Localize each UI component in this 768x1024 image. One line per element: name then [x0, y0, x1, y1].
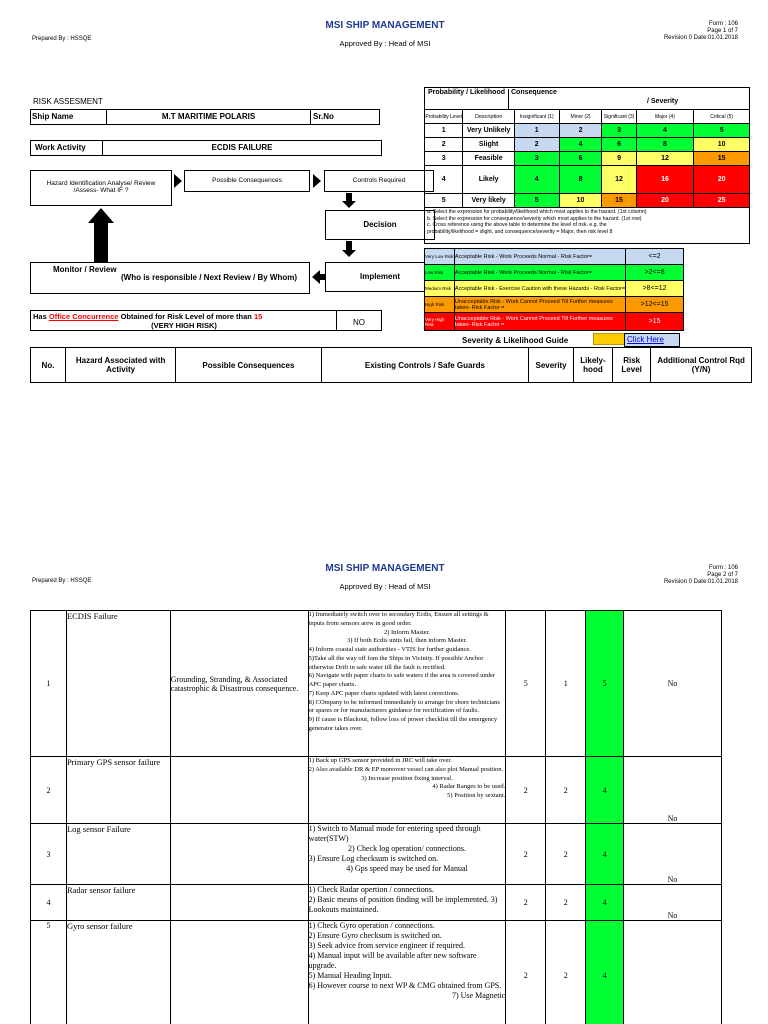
- matrix-col-header: Minor (2): [559, 110, 602, 124]
- severity-guide-label: Severity & Likelihood Guide: [462, 336, 569, 345]
- matrix-level: 5: [425, 194, 463, 208]
- matrix-cell: 2: [559, 124, 602, 138]
- sr-no-label: Sr.No: [313, 112, 334, 121]
- arrow-right-icon: [174, 174, 182, 188]
- col-likelihood: Likely-hood: [573, 348, 612, 383]
- matrix-cell: 6: [602, 138, 636, 152]
- matrix-cell: 16: [636, 166, 694, 194]
- risk-level-text: Unacceptable Risk - Work Cannot Proceed Till Further measures taken- Risk Factor =: [454, 313, 625, 331]
- row-severity: 2: [506, 824, 546, 885]
- row-likelihood: 2: [546, 885, 586, 921]
- row-consequences: [170, 757, 308, 824]
- table-row: [31, 885, 722, 921]
- row-controls: 1) Immediately switch over to secondary Ecdis, Ensure all settings & inputs from sensors arew in good order. 2) Inform Master. 3) If both Ecdis units fail, then inform Master. 4) Inform coastal state authorities - VTIS for further guidance. 5)Take all the way off fom the Ships in Vicinity. If possible Anchor otherwise Drift in safe water till the fault is rectified. 6) Navigate with paper charts to safe waters if the area is covered under APC paper charts. 7) Keep APC paper charts updated with latest corrections. 8) COmpany to be informed immediately to arrange for shore technicians or spares or for manufacturers guidance for rectification of faults. 9) If cause is Blackout, follow loss of power checklist till the emergency generator takes over.: [308, 611, 506, 757]
- row-hazard: Primary GPS sensor failure: [66, 757, 170, 824]
- concurrence-row: [30, 310, 382, 331]
- row-consequences: Grounding, Stranding, & Associated catastrophic & Disastrous consequence.: [170, 611, 308, 757]
- row-hazard: Gyro sensor failure: [66, 921, 170, 1024]
- possible-consequences-box: Possible Consequences: [184, 170, 310, 192]
- matrix-cell: 10: [694, 138, 750, 152]
- matrix-col-header: Significant (3): [602, 110, 636, 124]
- table-row: [31, 824, 722, 885]
- page2-title: MSI SHIP MANAGEMENT: [325, 563, 445, 574]
- row-risk: 4: [586, 824, 624, 885]
- matrix-cell: 2: [514, 138, 559, 152]
- matrix-col-header: Major (4): [636, 110, 694, 124]
- matrix-level: 2: [425, 138, 463, 152]
- arrow-down-icon: [342, 201, 356, 208]
- matrix-level: 4: [425, 166, 463, 194]
- row-risk: 4: [586, 885, 624, 921]
- risk-level-text: Acceptable Risk - Exercise Caution with these Hazards - Risk Factor=: [454, 281, 625, 297]
- col-controls: Existing Controls / Safe Guards: [321, 348, 529, 383]
- row-no: 3: [31, 824, 67, 885]
- matrix-col-header: Critical (5): [694, 110, 750, 124]
- row-consequences: [170, 885, 308, 921]
- risk-level-label: Very High Risk: [425, 313, 455, 331]
- ship-name-label: Ship Name: [31, 110, 107, 124]
- matrix-sev-header: / Severity: [647, 98, 679, 105]
- row-likelihood: 1: [546, 611, 586, 757]
- matrix-cell: 8: [559, 166, 602, 194]
- matrix-cell: 1: [514, 124, 559, 138]
- row-additional: [624, 921, 722, 1024]
- matrix-cell: 20: [694, 166, 750, 194]
- controls-required-box: Controls Required: [324, 170, 434, 192]
- row-no: 2: [31, 757, 67, 824]
- matrix-instructions: a. Select the expression for probability/likelihood which most applies to the hazard. (1st column) b. Select the expression for consequence/severity which most applies to the hazard. (1st row) c. Cross reference using the above table to determine the level of risk. e.g. the probability/likelihood = slight, and consequence/severity = Major, then risk level 8: [424, 208, 750, 244]
- arrow-up-shaft: [94, 222, 108, 262]
- arrow-left-icon: [312, 270, 320, 284]
- assessment-header-table: [30, 347, 752, 383]
- page1-prepared-by: Prepared By : HSSQE: [32, 36, 92, 42]
- concurrence-subtitle: (VERY HIGH RISK): [151, 321, 217, 330]
- concurrence-has: Has: [33, 312, 47, 321]
- row-additional: No: [624, 824, 722, 885]
- col-consequences: Possible Consequences: [176, 348, 321, 383]
- matrix-level: 1: [425, 124, 463, 138]
- table-row: [31, 921, 722, 1024]
- matrix-desc: Likely: [463, 166, 514, 194]
- risk-level-range: <=2: [626, 249, 684, 265]
- row-likelihood: 2: [546, 921, 586, 1024]
- risk-level-label: Very Low Risk: [425, 249, 455, 265]
- matrix-cell: 12: [636, 152, 694, 166]
- row-controls: 1) Back up GPS sensor provided in JRC will take over. 2) Also available DR & EP moreover vessel can also plot Manual position. 3) Increase position fixing interval. 4) Radar Ranges to be used. 5) Position by sextant.: [308, 757, 506, 824]
- row-consequences: [170, 921, 308, 1024]
- matrix-cell: 6: [559, 152, 602, 166]
- matrix-cell: 10: [559, 194, 602, 208]
- page1-revision: Revision 0 Date:01.01.2018: [663, 35, 738, 41]
- matrix-cell: 25: [694, 194, 750, 208]
- row-controls: 1) Check Radar opertion / connections. 2) Basic means of position finding will be implemented. 3) Lookouts maintained.: [308, 885, 506, 921]
- row-severity: 2: [506, 757, 546, 824]
- risk-level-text: Acceptable Risk - Work Proceeds Normal - Risk Factor=: [454, 249, 625, 265]
- risk-level-range: >2<=8: [626, 265, 684, 281]
- matrix-level-header: Probability Level: [425, 110, 463, 124]
- matrix-cell: 3: [602, 124, 636, 138]
- matrix-cell: 15: [602, 194, 636, 208]
- matrix-cell: 9: [602, 152, 636, 166]
- row-risk: 4: [586, 757, 624, 824]
- arrow-left-shaft: [320, 274, 326, 280]
- matrix-cell: 4: [636, 124, 694, 138]
- risk-matrix-table: [424, 109, 750, 208]
- col-severity: Severity: [529, 348, 574, 383]
- row-additional: No: [624, 757, 722, 824]
- page2-revision: Revision 0 Date:01.01.2018: [663, 579, 738, 585]
- arrow-up-icon: [88, 208, 114, 223]
- work-activity-value: ECDIS FAILURE: [211, 143, 273, 152]
- page1-form: Form : 106: [708, 21, 738, 27]
- row-hazard: Radar sensor failure: [66, 885, 170, 921]
- matrix-cons-header: Consequence: [511, 89, 557, 96]
- matrix-level: 3: [425, 152, 463, 166]
- row-risk: 4: [586, 921, 624, 1024]
- row-severity: 2: [506, 885, 546, 921]
- row-no: 5: [31, 921, 67, 1024]
- row-additional: No: [624, 885, 722, 921]
- risk-assessment-heading: RISK ASSESMENT: [33, 97, 103, 106]
- matrix-desc: Feasible: [463, 152, 514, 166]
- work-activity-label: Work Activity: [31, 141, 103, 155]
- risk-level-text: Acceptable Risk - Work Proceeds Normal - Risk Factor=: [454, 265, 625, 281]
- concurrence-answer: NO: [353, 318, 365, 327]
- click-here-link[interactable]: Click Here: [624, 333, 680, 347]
- risk-level-range: >8<=12: [626, 281, 684, 297]
- risk-level-legend: [424, 248, 684, 331]
- matrix-cell: 5: [514, 194, 559, 208]
- table-row: [31, 757, 722, 824]
- matrix-cell: 12: [602, 166, 636, 194]
- concurrence-office: Office Concurrence: [48, 312, 119, 321]
- matrix-desc: Slight: [463, 138, 514, 152]
- matrix-desc: Very likely: [463, 194, 514, 208]
- col-additional: Additional Control Rqd (Y/N): [651, 348, 752, 383]
- page2-approved-by: Approved By : Head of MSI: [339, 582, 431, 591]
- page1-page-number: Page 1 of 7: [707, 28, 738, 34]
- matrix-desc: Very Unlikely: [463, 124, 514, 138]
- hazard-identification-box: Hazard Identification Analyse/ Review /Assess- What IF ?: [30, 170, 172, 206]
- arrow-right-icon: [313, 174, 321, 188]
- col-risk: Risk Level: [613, 348, 651, 383]
- risk-level-label: Low Risk: [425, 265, 455, 281]
- page2-form: Form : 106: [708, 565, 738, 571]
- matrix-cell: 15: [694, 152, 750, 166]
- arrow-down-icon: [342, 250, 356, 257]
- ship-name-value: M.T MARITIME POLARIS: [107, 110, 311, 124]
- row-hazard: Log sensor Failure: [66, 824, 170, 885]
- matrix-cell: 20: [636, 194, 694, 208]
- concurrence-text: Obtained for Risk Level of more than: [120, 312, 252, 321]
- arrow-right-icon: [593, 333, 625, 345]
- matrix-cell: 8: [636, 138, 694, 152]
- page2-page-number: Page 2 of 7: [707, 572, 738, 578]
- page2-prepared-by: Prepared By : HSSQE: [32, 578, 92, 584]
- implement-box: Implement: [325, 262, 435, 292]
- matrix-desc-header: Description: [463, 110, 514, 124]
- row-additional: No: [624, 611, 722, 757]
- monitor-review-subtitle: (Who is responsible / Next Review / By Whom): [120, 273, 298, 282]
- matrix-cell: 3: [514, 152, 559, 166]
- row-hazard: ECDIS Failure: [66, 611, 170, 757]
- table-row: [31, 611, 722, 757]
- risk-level-label: Medium Risk: [425, 281, 455, 297]
- matrix-cell: 4: [514, 166, 559, 194]
- risk-level-text: Unacceptable Risk - Work Cannot Proceed Till Further measures taken- Risk Factor =: [454, 297, 625, 313]
- matrix-prob-header: Probability / Likelihood: [425, 89, 509, 110]
- row-likelihood: 2: [546, 824, 586, 885]
- row-controls: 1) Check Gyro operation / connections. 2) Ensure Gyro checksum is switched on. 3) Seek advice from service engineer if required. 4) Manual input will be available after new software upgrade. 5) Manual Heading Input. 6) However course to next WP & CMG obtained from GPS. 7) Use Magnetic: [308, 921, 506, 1024]
- risk-matrix: [424, 87, 750, 331]
- page1-title: MSI SHIP MANAGEMENT: [325, 20, 445, 31]
- risk-level-range: >15: [626, 313, 684, 331]
- row-consequences: [170, 824, 308, 885]
- concurrence-num: 15: [253, 312, 263, 321]
- row-controls: 1) Switch to Manual mode for entering speed through water(STW) 2) Check log operation/ connections. 3) Ensure Log checksum is switched on. 4) Gps speed may be used for Manual: [308, 824, 506, 885]
- risk-level-range: >12<=15: [626, 297, 684, 313]
- assessment-table: [30, 610, 722, 1024]
- matrix-cell: 5: [694, 124, 750, 138]
- row-risk: 5: [586, 611, 624, 757]
- col-hazard: Hazard Associated with Activity: [65, 348, 175, 383]
- row-severity: 2: [506, 921, 546, 1024]
- monitor-review-box: [30, 262, 310, 294]
- monitor-review-title: Monitor / Review: [53, 265, 117, 274]
- row-no: 1: [31, 611, 67, 757]
- col-no: No.: [31, 348, 66, 383]
- work-activity-row: [30, 140, 382, 156]
- row-likelihood: 2: [546, 757, 586, 824]
- risk-level-label: High Risk: [425, 297, 455, 313]
- decision-box: Decision: [325, 210, 435, 240]
- matrix-cell: 4: [559, 138, 602, 152]
- ship-name-row: [30, 109, 380, 125]
- row-no: 4: [31, 885, 67, 921]
- matrix-col-header: Insignificant (1): [514, 110, 559, 124]
- page1-approved-by: Approved By : Head of MSI: [339, 39, 431, 48]
- row-severity: 5: [506, 611, 546, 757]
